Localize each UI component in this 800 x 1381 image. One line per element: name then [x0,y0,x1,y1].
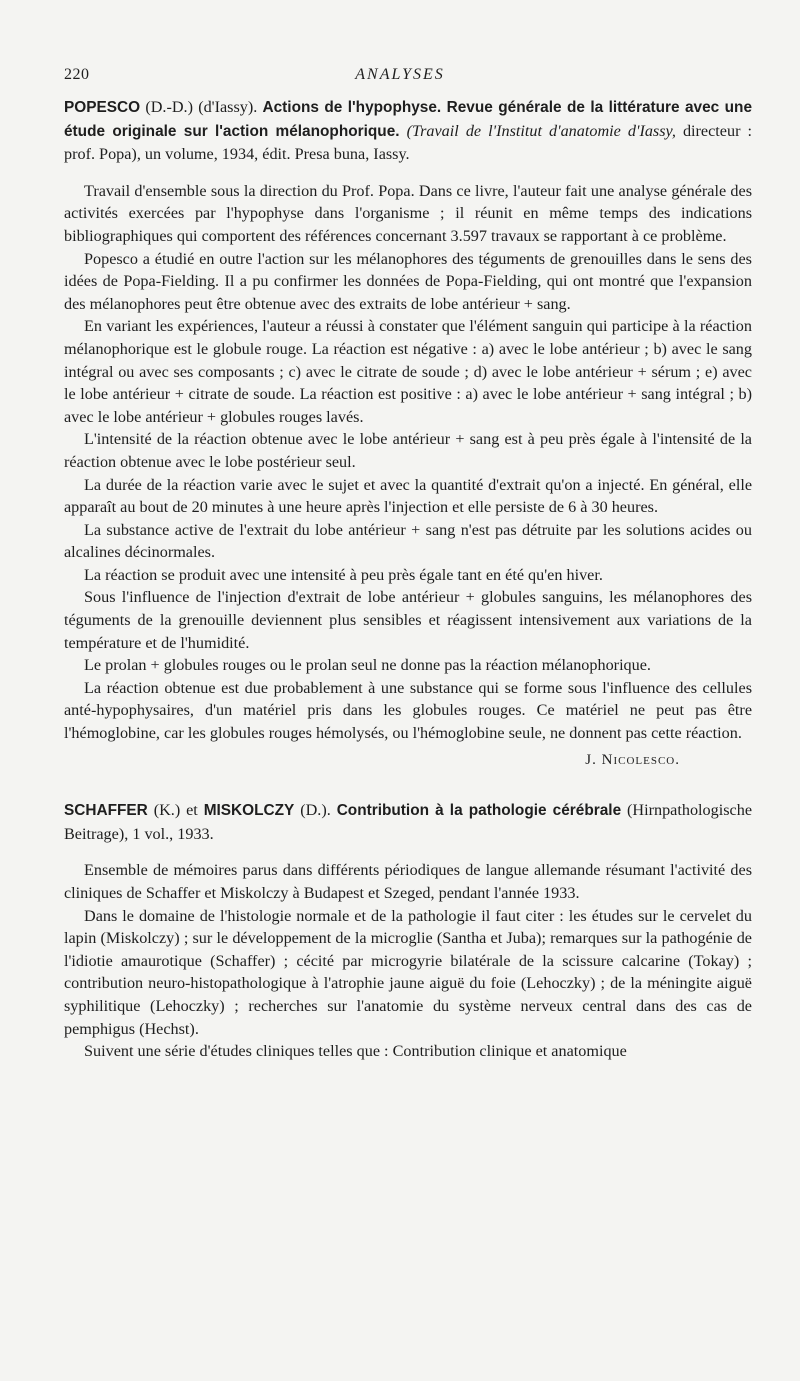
review-paragraph: La réaction obtenue est due probablement à une substance qui se forme sous l'influence des cellules anté-hypophysaires, d'un matériel pris dans les globules rouges. Ce matériel ne peut pas être l'hémoglobine, car les globules rouges hémolysés, ou l'hémoglobine seule, ne donnent pas cette réaction. [64,678,752,743]
review-author-initials: (D.-D.) [145,98,193,116]
review-paragraph: L'intensité de la réaction obtenue avec le lobe antérieur + sang est à peu près égale à l'intensité de la réaction obtenue avec le lobe postérieur seul. [64,430,752,471]
running-title: ANALYSES [355,66,445,83]
review-author-2-initials: (D.). [300,801,331,820]
review-conjunction: et [186,801,198,820]
review-author: SCHAFFER [64,802,148,820]
review-author-initials: (K.) [153,801,181,820]
review-paragraph: Sous l'influence de l'injection d'extrait de lobe antérieur + globules sanguins, les mélanophores des téguments de la grenouille deviennent plus sensibles et réagissent intensivement aux variations de la température et de l'humidité. [64,588,752,652]
review-paragraph: Suivent une série d'études cliniques telles que : Contribution clinique et anatomique [84,1042,627,1061]
review-title: Actions de l'hypophyse. Revue générale de la littérature avec une étude originale sur l'action mélanophorique. [64,99,753,140]
review-paragraph: La substance active de l'extrait du lobe antérieur + sang n'est pas détruite par les solutions acides ou alcalines décinormales. [64,520,752,562]
review-heading [64,799,752,845]
review-source-italic: (Travail de l'Institut d'anatomie d'Iassy, [406,121,676,140]
review-paragraph: Dans le domaine de l'histologie normale et de la pathologie il faut citer : les études sur le cervelet du lapin (Miskolczy) ; sur le développement de la microglie (Santha et Juba); remarques sur la pathogénie de l'idiotie amaurotique (Schaffer) ; cécité par microgyrie bilatérale de la scissure calcarine (Tokay) ; contribution neuro-histopathologique à l'atrophie jaune aiguë du foie (Lehoczky) ; de la méningite aiguë syphilitique (Lehoczky) ; recherches sur l'anatomie du système nerveux central dans des cas de pemphigus (Hechst). [64,906,752,1038]
review-title: Contribution à la pathologie cérébrale [336,802,622,820]
review-paragraph: La durée de la réaction varie avec le sujet et avec la quantité d'extrait qu'on a injecté. En général, elle apparaît au bout de 20 minutes à une heure après l'injection et elle persiste de 6 à 30 heures. [64,475,752,517]
review-paragraph: Popesco a étudié en outre l'action sur les mélanophores des téguments de grenouilles dans le sens des idées de Popa-Fielding. Il a pu confirmer les données de Popa-Fielding, qui ont montré que l'expansion des mélanophores peut être obtenue avec des extraits de lobe antérieur + sang. [64,249,752,313]
review-popesco [64,96,752,771]
review-author-2: MISKOLCZY [203,802,295,820]
review-paragraph: La réaction se produit avec une intensité à peu près égale tant en été qu'en hiver. [84,565,603,584]
review-paragraph: Le prolan + globules rouges ou le prolan seul ne donne pas la réaction mélanophorique. [84,656,651,675]
review-paragraph: Travail d'ensemble sous la direction du Prof. Popa. Dans ce livre, l'auteur fait une analyse générale des activités exercées par l'hypophyse dans l'organisme ; il réunit en même temps des indications bibliographiques qui comportent des références concernant 3.597 travaux se rapportant à ce problème. [64,181,752,245]
page-content [64,96,752,1063]
review-paragraph: En variant les expériences, l'auteur a réussi à constater que l'élément sanguin qui participe à la réaction mélanophorique est le globule rouge. La réaction est négative : a) avec le lobe antérieur ; b) avec le sang intégral ou avec ses composants ; c) avec le citrate de soude ; d) avec le lobe antérieur + sérum ; e) avec le lobe antérieur + citrate de soude. La réaction est positive : a) avec le lobe antérieur + sang intégral ; b) avec le lobe antérieur + globules rouges lavés. [64,317,752,426]
review-source: (Hirnpathologische Beitrage), 1 vol., 1933. [64,801,753,843]
review-signature: J. Nicolesco. [585,751,680,768]
review-source: directeur : prof. Popa), un volume, 1934, édit. Presa buna, Iassy. [64,121,753,164]
review-affiliation: (d'Iassy). [198,98,258,116]
review-paragraph: Ensemble de mémoires parus dans différents périodiques de langue allemande résumant l'activité des cliniques de Schaffer et Miskolczy à Budapest et Szeged, pendant l'année 1933. [64,861,752,902]
review-heading [64,96,752,166]
page-header [64,66,736,88]
review-author: POPESCO [64,99,141,116]
review-schaffer-miskolczy [64,799,752,1063]
page-number: 220 [64,66,90,83]
